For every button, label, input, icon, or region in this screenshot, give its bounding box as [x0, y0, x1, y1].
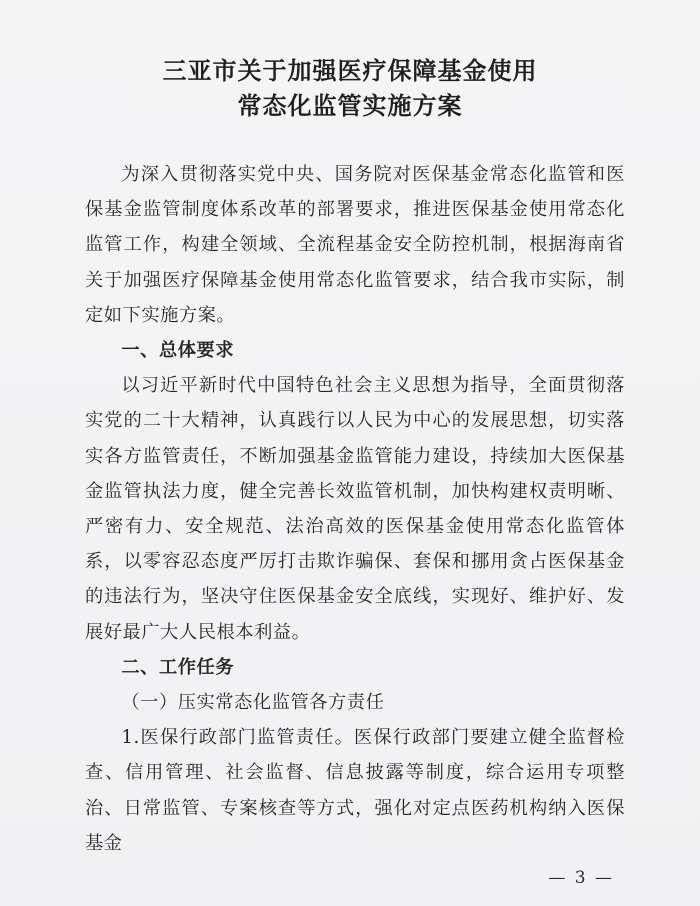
document-title-line2: 常态化监管实施方案 — [237, 92, 463, 120]
document-title-line1: 三亚市关于加强医疗保障基金使用 — [162, 57, 538, 85]
page-number: — 3 — — [548, 868, 614, 888]
section1-paragraph: 以习近平新时代中国特色社会主义思想为指导，全面贯彻落实党的二十大精神，认真践行以人民为中心的发展思想，切实落实各方监管责任，不断加强基金监管能力建设，持续加大医保基金监管执法力度，健全完善长效监管机制，加快构建权责明晰、严密有力、安全规范、法治高效的医保基金使用常态化监管体系，以零容忍态度严厉打击欺诈骗保、套保和挪用贪占医保基金的违法行为，坚决守住医保基金安全底线，实现好、维护好、发展好最广大人民根本利益。 — [85, 375, 625, 643]
item1-paragraph: 1.医保行政部门监管责任。医保行政部门要建立健全监督检查、信用管理、社会监督、信息披露等制度，综合运用专项整治、日常监管、专案核查等方式，强化对定点医药机构纳入医保基金 — [85, 727, 625, 854]
document-body — [85, 157, 625, 861]
section2-heading: 二、工作任务 — [121, 656, 235, 678]
intro-paragraph: 为深入贯彻落实党中央、国务院对医保基金常态化监管和医保基金监管制度体系改革的部署要求，推进医保基金使用常态化监管工作，构建全领域、全流程基金安全防控机制，根据海南省关于加强医疗保障基金使用常态化监管要求，结合我市实际，制定如下实施方案。 — [85, 164, 625, 326]
section1-heading: 一、总体要求 — [121, 340, 235, 362]
subsection1-heading: （一）压实常态化监管各方责任 — [121, 692, 385, 714]
